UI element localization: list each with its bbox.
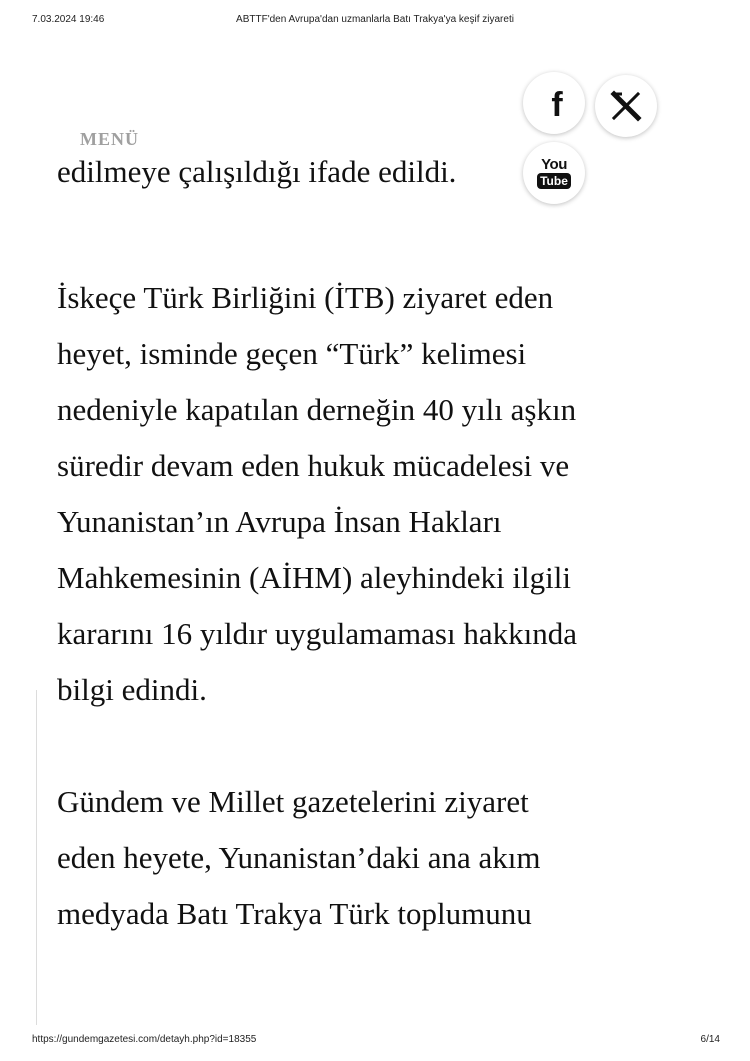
left-divider — [36, 690, 37, 1025]
facebook-icon: f — [551, 85, 563, 124]
paragraph-itb — [57, 270, 707, 718]
print-footer — [0, 1034, 750, 1048]
youtube-tube-text: Tube — [537, 173, 571, 189]
text-line: Gündem ve Millet gazetelerini ziyaret — [57, 784, 529, 819]
facebook-share-button[interactable] — [523, 72, 585, 134]
print-page-title: ABTTF'den Avrupa'dan uzmanlarla Batı Trakya'ya keşif ziyareti — [236, 14, 514, 25]
x-share-button[interactable] — [595, 75, 657, 137]
print-url[interactable]: https://gundemgazetesi.com/detayh.php?id=18355 — [32, 1034, 257, 1045]
text-line: medyada Batı Trakya Türk toplumunu — [57, 896, 532, 931]
print-page-number: 6/14 — [700, 1034, 720, 1045]
paragraph-newspapers — [57, 774, 707, 942]
youtube-share-button[interactable] — [523, 142, 585, 204]
cutoff-line-text: edilmeye çalışıldığı ifade edildi. — [57, 156, 457, 189]
text-line: İskeçe Türk Birliğini (İTB) ziyaret eden — [57, 280, 554, 315]
text-line: Mahkemesinin (AİHM) aleyhindeki ilgili — [57, 560, 571, 595]
text-line: süredir devam eden hukuk mücadelesi ve — [57, 448, 570, 483]
youtube-icon — [537, 157, 571, 189]
text-line: heyet, isminde geçen “Türk” kelimesi — [57, 336, 527, 371]
x-icon — [609, 89, 643, 123]
text-line: nedeniyle kapatılan derneğin 40 yılı aşkın — [57, 392, 577, 427]
youtube-you-text: You — [541, 156, 567, 173]
article-body — [57, 270, 707, 942]
text-line: bilgi edindi. — [57, 672, 207, 707]
print-datetime: 7.03.2024 19:46 — [32, 14, 105, 25]
print-header — [0, 14, 750, 28]
text-line: kararını 16 yıldır uygulamaması hakkında — [57, 616, 577, 651]
menu-button[interactable]: MENÜ — [80, 129, 139, 149]
text-line: eden heyete, Yunanistan’daki ana akım — [57, 840, 541, 875]
text-line: Yunanistan’ın Avrupa İnsan Hakları — [57, 504, 502, 539]
